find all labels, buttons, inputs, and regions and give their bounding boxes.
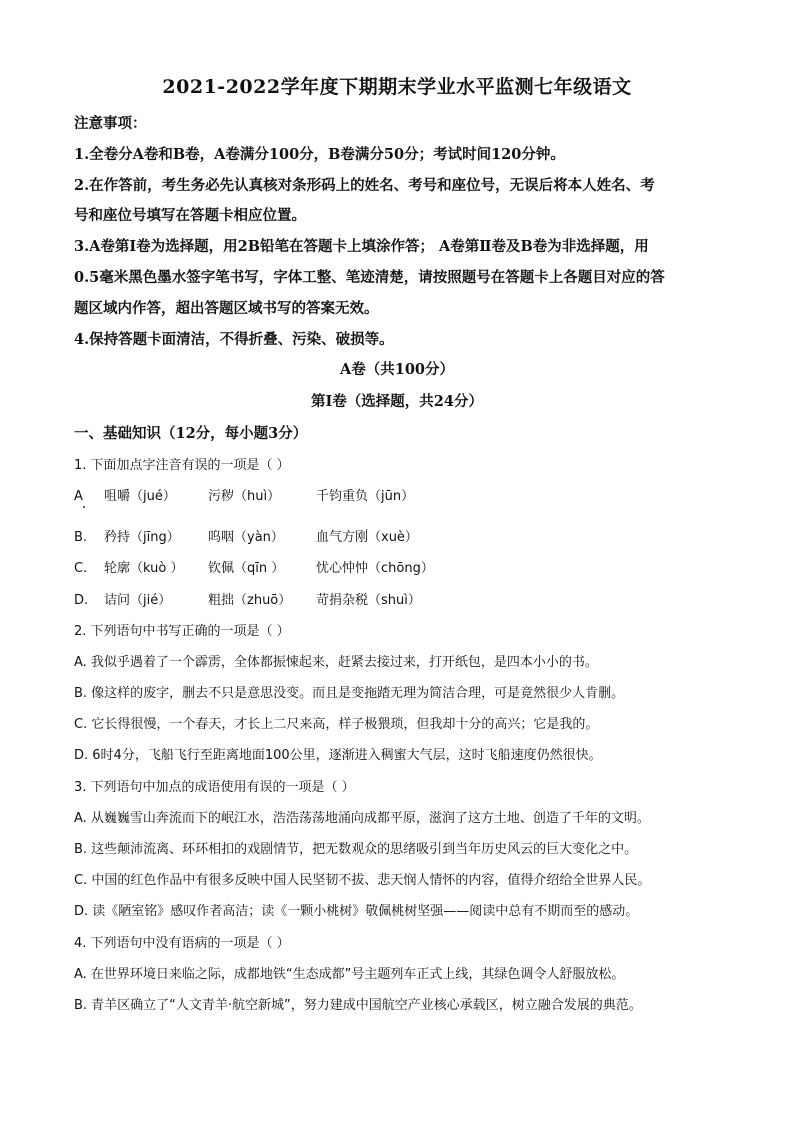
question-2-option-c: C. 它长得很慢，一个春天，才长上二尺来高，样子极猥琐，但我却十分的高兴；它是我的。 xyxy=(74,717,599,732)
option-word-2: 污秽（huì） xyxy=(208,489,281,504)
exam-title: 2021-2022学年度下期期末学业水平监测七年级语文 xyxy=(162,76,632,98)
option-word-1: 咀嚼（jué） xyxy=(104,489,176,504)
question-4-option-b: B. 青羊区确立了“人文青羊·航空新城”，努力建成中国航空产业核心承载区，树立融合发展的典范。 xyxy=(74,998,642,1013)
question-1-stem: 1. 下面加点字注音有误的一项是（ ） xyxy=(74,458,290,473)
option-word-3: 千钧重负（jūn） xyxy=(316,489,415,504)
option-word-1: 诘问（jié） xyxy=(104,593,172,608)
notice-item-1: 1.全卷分A卷和B卷，A卷满分100分，B卷满分50分；考试时间120分钟。 xyxy=(74,146,565,163)
option-word-3: 忧心忡忡（chōng） xyxy=(316,561,434,576)
option-letter: A xyxy=(74,489,83,504)
emphasis-dot xyxy=(83,506,85,508)
option-word-1: 轮廓（kuò ） xyxy=(104,561,184,576)
option-word-2: 粗拙（zhuō） xyxy=(208,593,292,608)
notice-item-3-cont2: 题区域内作答，超出答题区域书写的答案无效。 xyxy=(74,300,379,317)
option-word-1: 矜持（jīng） xyxy=(104,530,180,545)
option-word-3: 血气方刚（xuè） xyxy=(316,530,418,545)
option-letter: D. xyxy=(74,593,89,608)
option-word-2: 呜咽（yàn） xyxy=(208,530,284,545)
question-4-stem: 4. 下列语句中没有语病的一项是（ ） xyxy=(74,936,290,951)
question-3-option-d: D. 读《陋室铭》感叹作者高洁；读《一颗小桃树》敬佩桃树坚强——阅读中总有不期而至的感动。 xyxy=(74,904,639,919)
section-a-heading: A卷（共100分） xyxy=(339,361,455,378)
notice-item-4: 4.保持答题卡面清洁，不得折叠、污染、破损等。 xyxy=(74,331,394,348)
question-3-option-a: A. 从巍巍雪山奔流而下的岷江水，浩浩荡荡地涌向成都平原，滋润了这方土地、创造了千年的文明。 xyxy=(74,811,650,826)
question-2-option-a: A. 我似乎遇着了一个霹雳，全体都振悚起来，赶紧去接过来，打开纸包，是四本小小的书。 xyxy=(74,655,598,670)
notice-item-2-cont: 号和座位号填写在答题卡相应位置。 xyxy=(74,207,306,224)
option-letter: C. xyxy=(74,561,88,576)
question-1-option-c xyxy=(74,557,434,576)
question-2-stem: 2. 下列语句中书写正确的一项是（ ） xyxy=(74,624,290,639)
notice-item-2: 2.在作答前，考生务必先认真核对条形码上的姓名、考号和座位号，无误后将本人姓名、考 xyxy=(74,177,655,194)
basic-knowledge-heading: 一、基础知识（12分，每小题3分） xyxy=(74,425,308,442)
option-word-3: 苛捐杂税（shuì） xyxy=(316,593,421,608)
notice-heading: 注意事项： xyxy=(74,115,147,132)
question-1-option-a xyxy=(74,485,414,504)
question-2-option-b: B. 像这样的废字，删去不只是意思没变。而且是变拖踏无理为简洁合理，可是竟然很少人肯删。 xyxy=(74,686,625,701)
question-3-option-c: C. 中国的红色作品中有很多反映中国人民坚韧不拔、悲天悯人情怀的内容，值得介绍给全世界人民。 xyxy=(74,873,651,888)
question-1-option-b xyxy=(74,526,418,545)
part-1-heading: 第Ⅰ卷（选择题，共24分） xyxy=(311,393,483,410)
question-3-option-b: B. 这些颠沛流离、环环相扣的戏剧情节，把无数观众的思绪吸引到当年历史风云的巨大变化之中。 xyxy=(74,842,638,857)
option-word-2: 钦佩（qīn ） xyxy=(208,561,285,576)
question-2-option-d: D. 6时4分，飞船飞行至距离地面100公里，逐渐进入稠蜜大气层，这时飞船速度仍然很快。 xyxy=(74,748,602,763)
question-1-option-d xyxy=(74,589,421,608)
notice-item-3: 3.A卷第Ⅰ卷为选择题，用2B铅笔在答题卡上填涂作答； A卷第Ⅱ卷及B卷为非选择题，用 xyxy=(74,238,649,255)
question-3-stem: 3. 下列语句中加点的成语使用有误的一项是（ ） xyxy=(74,780,355,795)
question-4-option-a: A. 在世界环境日来临之际，成都地铁“生态成都”号主题列车正式上线，其绿色调令人舒服放松。 xyxy=(74,967,625,982)
notice-item-3-cont: 0.5毫米黑色墨水签字笔书写，字体工整、笔迹清楚，请按照题号在答题卡上各题目对应的答 xyxy=(74,269,665,286)
option-letter: B. xyxy=(74,530,88,545)
